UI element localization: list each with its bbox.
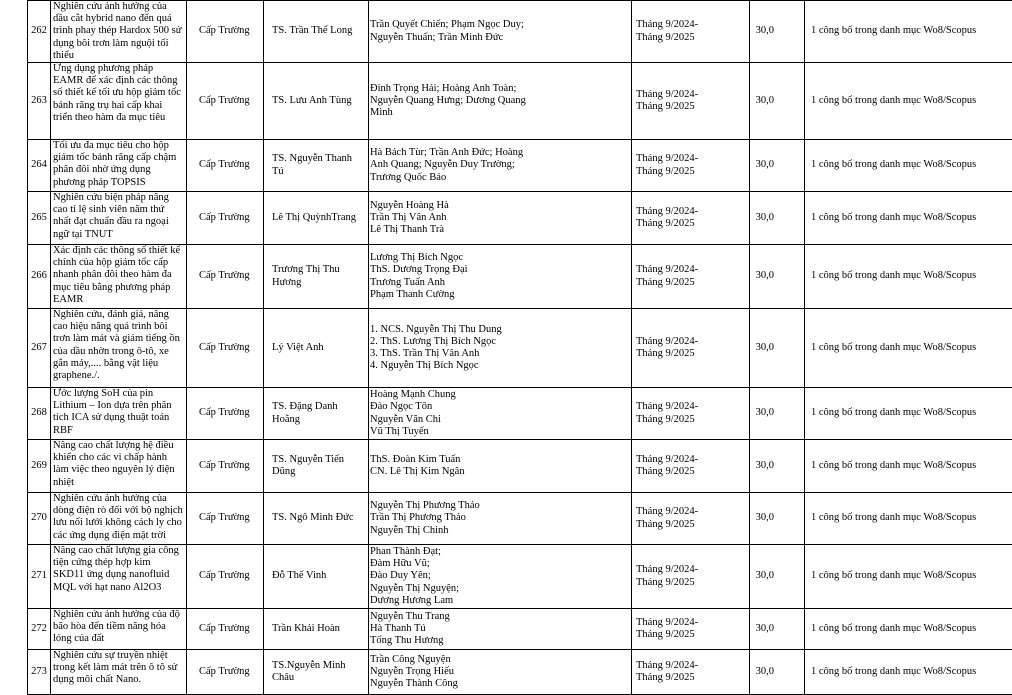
project-members-cell [369, 309, 632, 388]
project-title-cell-line: ngữ tại TNUT [53, 229, 184, 241]
research-projects-sheet [27, 0, 1012, 695]
project-title-cell-line: các ứng dụng điện mặt trời [53, 530, 184, 542]
project-output-cell: 1 công bố trong danh mục Wo8/Scopus [805, 309, 1012, 388]
project-members-cell [369, 609, 632, 650]
project-lead-cell: TS. Trần Thế Long [264, 1, 369, 63]
project-members-cell-line: Đào Duy Yên; [370, 570, 629, 582]
project-lead-cell: TS.Nguyễn Minh Châu [264, 650, 369, 695]
project-budget-cell: 30,0 [750, 63, 805, 140]
project-title-cell-line: lỏng của đất [53, 633, 184, 645]
project-title-cell-line: dầu cắt hybrid nano đến quá [53, 13, 184, 25]
row-number-cell: 267 [28, 309, 51, 388]
project-lead-cell: Lý Việt Anh [264, 309, 369, 388]
project-budget-cell: 30,0 [750, 192, 805, 245]
project-period-cell-line: Tháng 9/2025 [636, 519, 747, 531]
project-members-cell-line: ThS. Dương Trọng Đại [370, 264, 629, 276]
project-title-cell-line: chính của hộp giảm tốc cấp [53, 257, 184, 269]
project-members-cell-line: Hà Thanh Tú [370, 623, 629, 635]
project-members-cell-line: Trương Quốc Bảo [370, 172, 629, 184]
table-row [28, 440, 1012, 493]
project-title-cell-line: RBF [53, 425, 184, 437]
table-row [28, 493, 1012, 545]
project-budget-cell: 30,0 [750, 1, 805, 63]
project-title-cell-line: MQL với hạt nano Al2O3 [53, 582, 184, 594]
project-members-cell-line: Anh Quang; Nguyễn Duy Trường; [370, 159, 629, 171]
project-members-cell-line: 1. NCS. Nguyễn Thị Thu Dung [370, 324, 629, 336]
project-title-cell [51, 309, 187, 388]
project-title-cell-line: Xác định các thông số thiết kế [53, 245, 184, 257]
project-output-cell: 1 công bố trong danh mục Wo8/Scopus [805, 650, 1012, 695]
project-period-cell-line: Tháng 9/2024- [636, 89, 747, 101]
project-lead-cell: TS. Đặng Danh Hoằng [264, 388, 369, 440]
project-title-cell-line: Nghiên cứu, đánh giá, nâng [53, 309, 184, 321]
project-title-cell-line: dụng môi chất Nano. [53, 674, 184, 686]
project-level-cell: Cấp Trường [187, 140, 264, 192]
project-title-cell-line: Nghiên cứu ảnh hưởng của [53, 1, 184, 13]
project-title-cell-line: trình phay thép Hardox 500 sử [53, 25, 184, 37]
project-budget-cell: 30,0 [750, 493, 805, 545]
project-period-cell [632, 309, 750, 388]
project-title-cell-line: Ứng dụng phương pháp [53, 63, 184, 75]
project-output-cell: 1 công bố trong danh mục Wo8/Scopus [805, 609, 1012, 650]
project-period-cell [632, 440, 750, 493]
row-number-cell: 271 [28, 545, 51, 609]
project-title-cell [51, 388, 187, 440]
project-level-cell: Cấp Trường [187, 388, 264, 440]
project-budget-cell: 30,0 [750, 245, 805, 309]
project-title-cell [51, 1, 187, 63]
project-period-cell [632, 388, 750, 440]
project-members-cell [369, 140, 632, 192]
project-title-cell [51, 609, 187, 650]
project-members-cell-line: Nguyễn Quang Hưng; Dương Quang [370, 95, 629, 107]
project-period-cell [632, 609, 750, 650]
project-members-cell-line: Đinh Trọng Hải; Hoàng Anh Toàn; [370, 83, 629, 95]
project-period-cell-line: Tháng 9/2025 [636, 629, 747, 641]
row-number-cell: 266 [28, 245, 51, 309]
row-number-cell: 262 [28, 1, 51, 63]
project-output-cell: 1 công bố trong danh mục Wo8/Scopus [805, 545, 1012, 609]
project-period-cell-line: Tháng 9/2024- [636, 660, 747, 672]
row-number-cell: 269 [28, 440, 51, 493]
project-budget-cell: 30,0 [750, 545, 805, 609]
project-title-cell [51, 140, 187, 192]
table-row [28, 545, 1012, 609]
project-members-cell-line: Đào Ngọc Tôn [370, 401, 629, 413]
project-period-cell-line: Tháng 9/2024- [636, 153, 747, 165]
row-number-cell: 264 [28, 140, 51, 192]
project-period-cell-line: Tháng 9/2024- [636, 506, 747, 518]
project-title-cell-line: nhanh phân đôi theo hàm đa [53, 269, 184, 281]
project-title-cell-line: tiện cứng thép hợp kim [53, 557, 184, 569]
project-lead-cell: Trần Khải Hoàn [264, 609, 369, 650]
project-members-cell [369, 440, 632, 493]
project-title-cell [51, 493, 187, 545]
project-budget-cell: 30,0 [750, 388, 805, 440]
project-lead-cell: TS. Ngô Minh Đức [264, 493, 369, 545]
project-members-cell-line: Hà Bách Tùr; Trần Anh Đức; Hoàng [370, 147, 629, 159]
project-title-cell [51, 650, 187, 695]
project-period-cell-line: Tháng 9/2025 [636, 166, 747, 178]
project-members-cell-line: Vũ Thị Tuyến [370, 426, 629, 438]
project-title-cell-line: bão hòa đến tiềm năng hóa [53, 621, 184, 633]
project-title-cell-line: Nghiên cứu ảnh hưởng của độ [53, 609, 184, 621]
project-members-cell-line: Nguyễn Thành Công [370, 678, 629, 690]
project-title-cell-line: phương pháp TOPSIS [53, 177, 184, 189]
table-row [28, 63, 1012, 140]
row-number-cell: 263 [28, 63, 51, 140]
project-period-cell-line: Tháng 9/2025 [636, 218, 747, 230]
project-title-cell-line: của dầu nhờn trong ô-tô, xe [53, 346, 184, 358]
project-members-cell-line: CN. Lê Thị Kim Ngân [370, 466, 629, 478]
project-level-cell: Cấp Trường [187, 609, 264, 650]
project-title-cell-line: Nghiên cứu sự truyền nhiệt [53, 650, 184, 662]
project-period-cell [632, 63, 750, 140]
project-period-cell [632, 545, 750, 609]
project-period-cell-line: Tháng 9/2024- [636, 336, 747, 348]
project-members-cell-line: Trần Thị Vân Anh [370, 212, 629, 224]
project-budget-cell: 30,0 [750, 440, 805, 493]
project-members-cell [369, 493, 632, 545]
project-level-cell: Cấp Trường [187, 63, 264, 140]
table-row [28, 650, 1012, 695]
project-title-cell-line: Nghiên cứu biện pháp nâng [53, 192, 184, 204]
project-period-cell-line: Tháng 9/2025 [636, 577, 747, 589]
project-members-cell-line: Nguyễn Văn Chi [370, 414, 629, 426]
project-period-cell [632, 140, 750, 192]
project-budget-cell: 30,0 [750, 609, 805, 650]
project-members-cell-line: Dương Hương Lam [370, 595, 629, 607]
project-members-cell-line: Nguyễn Thị Chinh [370, 525, 629, 537]
project-level-cell: Cấp Trường [187, 545, 264, 609]
table-row [28, 1, 1012, 63]
project-title-cell-line: trơn làm mát và giảm tiếng ồn [53, 333, 184, 345]
project-title-cell-line: làm việc theo nguyên lý điện [53, 464, 184, 476]
project-title-cell-line: Nâng cao chất lượng hệ điều [53, 440, 184, 452]
project-members-cell-line: Hoàng Mạnh Chung [370, 389, 629, 401]
project-members-cell-line: 4. Nguyễn Thị Bích Ngọc [370, 360, 629, 372]
project-members-cell-line: Nguyễn Thị Phương Thảo [370, 500, 629, 512]
projects-table [27, 0, 1012, 695]
row-number-cell: 265 [28, 192, 51, 245]
project-title-cell-line: thiểu [53, 50, 184, 62]
project-members-cell [369, 1, 632, 63]
project-members-cell-line: Nguyễn Trọng Hiếu [370, 666, 629, 678]
project-title-cell-line: số thiết kế tối ưu hộp giảm tốc [53, 87, 184, 99]
project-level-cell: Cấp Trường [187, 493, 264, 545]
project-level-cell: Cấp Trường [187, 440, 264, 493]
project-members-cell-line: ThS. Đoàn Kim Tuấn [370, 454, 629, 466]
project-members-cell-line: Nguyễn Hoàng Hà [370, 200, 629, 212]
project-period-cell-line: Tháng 9/2025 [636, 672, 747, 684]
project-output-cell: 1 công bố trong danh mục Wo8/Scopus [805, 192, 1012, 245]
project-members-cell-line: Tống Thu Hương [370, 635, 629, 647]
project-members-cell-line: Trần Quyết Chiến; Phạm Ngọc Duy; [370, 19, 629, 31]
project-title-cell-line: tích ICA sử dụng thuật toán [53, 412, 184, 424]
project-title-cell-line: lưu nối lưới không cách ly cho [53, 517, 184, 529]
row-number-cell: 268 [28, 388, 51, 440]
project-period-cell-line: Tháng 9/2024- [636, 617, 747, 629]
project-level-cell: Cấp Trường [187, 245, 264, 309]
project-title-cell-line: cao hiệu năng quá trình bôi [53, 321, 184, 333]
project-title-cell [51, 63, 187, 140]
table-row [28, 140, 1012, 192]
table-row [28, 388, 1012, 440]
project-title-cell-line: gắn máy,.... bằng vật liệu [53, 358, 184, 370]
project-period-cell [632, 245, 750, 309]
row-number-cell: 272 [28, 609, 51, 650]
project-period-cell-line: Tháng 9/2024- [636, 206, 747, 218]
project-period-cell-line: Tháng 9/2024- [636, 454, 747, 466]
project-title-cell-line: SKD11 ứng dụng nanofluid [53, 569, 184, 581]
project-lead-cell: TS. Lưu Anh Tùng [264, 63, 369, 140]
project-title-cell-line: phân đôi nhờ ứng dụng [53, 164, 184, 176]
project-members-cell-line: Trương Tuấn Anh [370, 277, 629, 289]
project-output-cell: 1 công bố trong danh mục Wo8/Scopus [805, 388, 1012, 440]
project-title-cell-line: giảm tốc bánh răng cấp chậm [53, 152, 184, 164]
project-budget-cell: 30,0 [750, 650, 805, 695]
project-title-cell-line: khiển cho các vi chấp hành [53, 452, 184, 464]
project-period-cell-line: Tháng 9/2025 [636, 414, 747, 426]
project-title-cell [51, 545, 187, 609]
project-title-cell-line: Tối ưu đa mục tiêu cho hộp [53, 140, 184, 152]
project-members-cell [369, 650, 632, 695]
project-level-cell: Cấp Trường [187, 1, 264, 63]
project-title-cell-line: dòng điện rò đối với bộ nghịch [53, 505, 184, 517]
project-members-cell-line: 2. ThS. Lương Thị Bích Ngọc [370, 336, 629, 348]
project-period-cell-line: Tháng 9/2025 [636, 348, 747, 360]
project-members-cell [369, 388, 632, 440]
row-number-cell: 270 [28, 493, 51, 545]
table-row [28, 192, 1012, 245]
table-row [28, 309, 1012, 388]
project-members-cell-line: Nguyễn Thị Nguyện; [370, 583, 629, 595]
project-members-cell [369, 245, 632, 309]
project-members-cell-line: Nguyễn Thu Trang [370, 611, 629, 623]
project-title-cell-line: Ước lượng SoH của pin [53, 388, 184, 400]
project-period-cell [632, 1, 750, 63]
project-output-cell: 1 công bố trong danh mục Wo8/Scopus [805, 1, 1012, 63]
project-lead-cell: Lê Thị QuỳnhTrang [264, 192, 369, 245]
project-members-cell-line: Lê Thị Thanh Trà [370, 224, 629, 236]
project-title-cell-line: cao tỉ lệ sinh viên năm thứ [53, 204, 184, 216]
project-members-cell-line: Minh [370, 107, 629, 119]
project-members-cell-line: Lương Thị Bích Ngọc [370, 252, 629, 264]
project-title-cell-line: mục tiêu bằng phương pháp [53, 282, 184, 294]
project-title-cell [51, 245, 187, 309]
project-level-cell: Cấp Trường [187, 650, 264, 695]
project-lead-cell: Đỗ Thế Vinh [264, 545, 369, 609]
project-output-cell: 1 công bố trong danh mục Wo8/Scopus [805, 493, 1012, 545]
project-period-cell [632, 493, 750, 545]
table-row [28, 609, 1012, 650]
project-title-cell-line: trong kết làm mát trên ô tô sử [53, 662, 184, 674]
project-output-cell: 1 công bố trong danh mục Wo8/Scopus [805, 63, 1012, 140]
project-period-cell-line: Tháng 9/2024- [636, 564, 747, 576]
project-title-cell-line: nhiệt [53, 477, 184, 489]
project-members-cell-line: 3. ThS. Trần Thị Vân Anh [370, 348, 629, 360]
project-title-cell-line: triển theo hàm đa mục tiêu [53, 112, 184, 124]
project-lead-cell: TS. Nguyễn Tiến Dũng [264, 440, 369, 493]
project-period-cell-line: Tháng 9/2025 [636, 277, 747, 289]
project-title-cell-line: Nghiên cứu ảnh hưởng của [53, 493, 184, 505]
project-level-cell: Cấp Trường [187, 192, 264, 245]
project-title-cell-line: Nâng cao chất lượng gia công [53, 545, 184, 557]
project-members-cell [369, 545, 632, 609]
table-row [28, 245, 1012, 309]
project-period-cell-line: Tháng 9/2025 [636, 32, 747, 44]
project-output-cell: 1 công bố trong danh mục Wo8/Scopus [805, 140, 1012, 192]
project-members-cell [369, 63, 632, 140]
project-period-cell-line: Tháng 9/2024- [636, 401, 747, 413]
project-lead-cell: TS. Nguyễn Thanh Tú [264, 140, 369, 192]
project-members-cell-line: Phan Thành Đạt; [370, 546, 629, 558]
project-lead-cell: Trương Thị Thu Hương [264, 245, 369, 309]
project-title-cell-line: graphene./. [53, 370, 184, 382]
project-period-cell [632, 192, 750, 245]
row-number-cell: 273 [28, 650, 51, 695]
project-period-cell-line: Tháng 9/2024- [636, 19, 747, 31]
project-members-cell-line: Phạm Thanh Cường [370, 289, 629, 301]
project-period-cell-line: Tháng 9/2025 [636, 466, 747, 478]
project-title-cell-line: bánh răng trụ hai cấp khai [53, 100, 184, 112]
project-budget-cell: 30,0 [750, 140, 805, 192]
project-period-cell [632, 650, 750, 695]
project-level-cell: Cấp Trường [187, 309, 264, 388]
projects-table-body [28, 1, 1012, 695]
project-output-cell: 1 công bố trong danh mục Wo8/Scopus [805, 245, 1012, 309]
project-title-cell [51, 440, 187, 493]
project-members-cell [369, 192, 632, 245]
project-title-cell [51, 192, 187, 245]
project-period-cell-line: Tháng 9/2025 [636, 101, 747, 113]
project-members-cell-line: Nguyễn Thuấn; Trần Minh Đức [370, 32, 629, 44]
project-title-cell-line: Lithium – Ion dựa trên phân [53, 400, 184, 412]
project-title-cell-line: dụng bôi trơn làm nguội tối [53, 38, 184, 50]
project-title-cell-line: EAMR [53, 294, 184, 306]
project-members-cell-line: Trần Công Nguyện [370, 654, 629, 666]
project-members-cell-line: Trần Thị Phương Thảo [370, 512, 629, 524]
project-members-cell-line: Đàm Hữu Vũ; [370, 558, 629, 570]
project-budget-cell: 30,0 [750, 309, 805, 388]
project-output-cell: 1 công bố trong danh mục Wo8/Scopus [805, 440, 1012, 493]
project-title-cell-line: nhất đạt chuẩn đầu ra ngoại [53, 216, 184, 228]
project-period-cell-line: Tháng 9/2024- [636, 264, 747, 276]
project-title-cell-line: EAMR để xác định các thông [53, 75, 184, 87]
